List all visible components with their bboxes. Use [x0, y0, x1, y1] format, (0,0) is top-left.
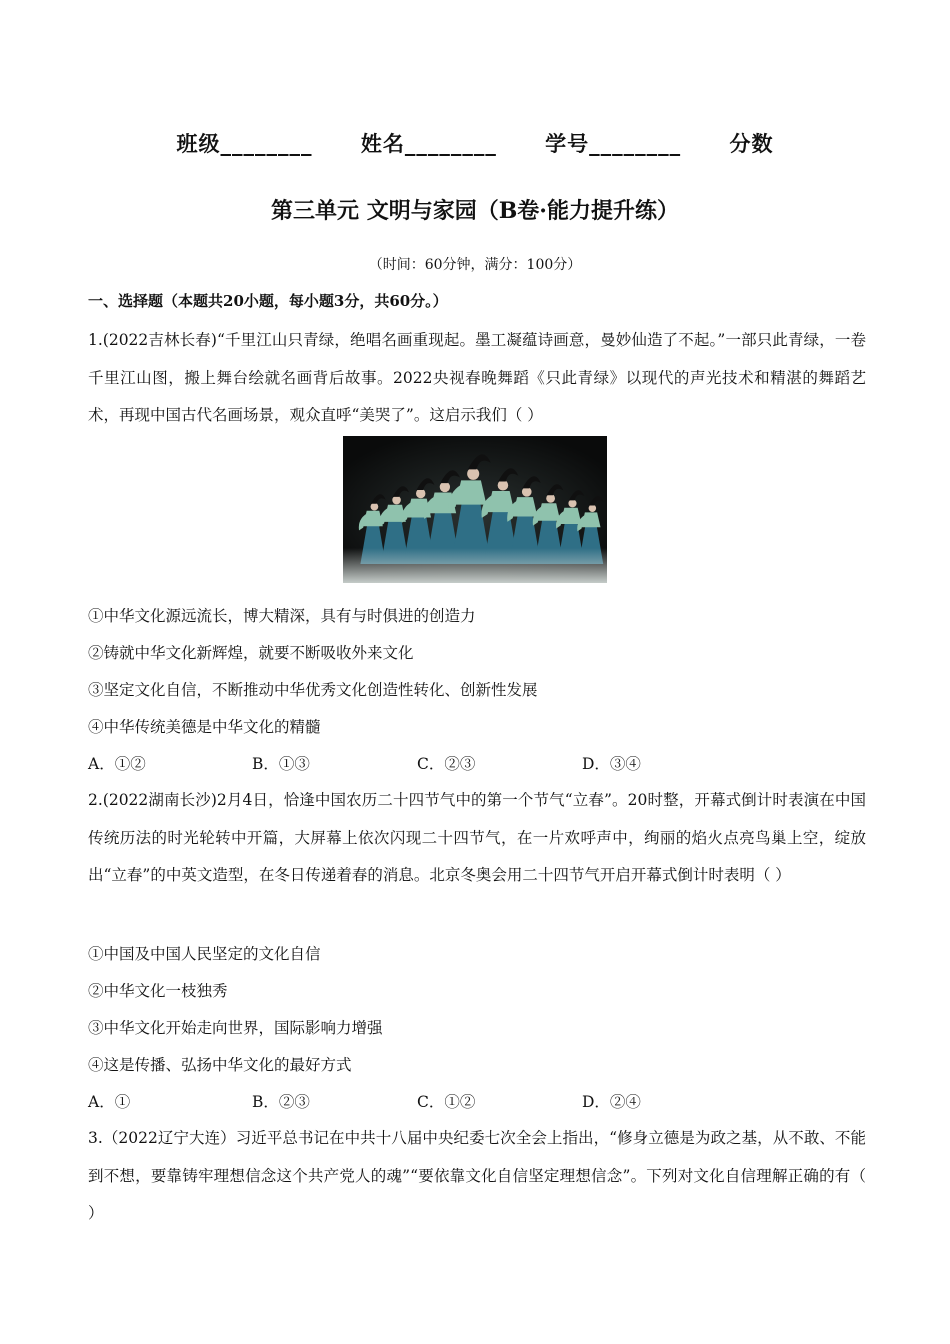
page-subtitle: （时间：60分钟，满分：100分） [368, 257, 582, 273]
q1-choice-d[interactable]: D．③④ [582, 755, 641, 773]
section-heading: 一、选择题（本题共20小题，每小题3分，共60分。） [88, 292, 448, 310]
q2-choice-b[interactable]: B．②③ [252, 1093, 310, 1111]
q1-option-2: ②铸就中华文化新辉煌，就要不断吸收外来文化 [88, 644, 414, 662]
q2-choice-d[interactable]: D．②④ [582, 1093, 641, 1111]
q1-option-3: ③坚定文化自信，不断推动中华优秀文化创造性转化、创新性发展 [88, 681, 538, 699]
q2-option-4: ④这是传播、弘扬中华文化的最好方式 [88, 1056, 352, 1074]
q2-option-1: ①中国及中国人民坚定的文化自信 [88, 945, 321, 963]
question-3-stem: 3.（2022辽宁大连）习近平总书记在中共十八届中央纪委七次全会上指出，“修身立德是为政之基，从不敢、不能到不想，要靠铸牢理想信念这个共产党人的魂”“要依靠文化自信坚定理想信念”。下列对文化自信理解正确的有（ ） [88, 1129, 866, 1222]
student-info-line [0, 128, 950, 158]
question-1-stem: 1.(2022吉林长春)“千里江山只青绿，绝唱名画重现起。墨工凝蕴诗画意，曼妙仙造了不起。”一部只此青绿，一卷千里江山图，搬上舞台绘就名画背后故事。2022央视春晚舞蹈《只此青绿》以现代的声光技术和精湛的舞蹈艺术，再现中国古代名画场景，观众直呼“美哭了”。这启示我们（ ） [88, 331, 866, 424]
q2-option-3: ③中华文化开始走向世界，国际影响力增强 [88, 1019, 383, 1037]
class-field[interactable]: 班级________ [176, 131, 313, 156]
q2-choice-a[interactable]: A．① [88, 1093, 131, 1111]
dance-photo-illustration [343, 436, 607, 583]
q1-choice-a[interactable]: A．①② [88, 755, 146, 773]
q1-option-1: ①中华文化源远流长，博大精深，具有与时俱进的创造力 [88, 607, 476, 625]
dance-photo [343, 436, 607, 583]
q2-option-2: ②中华文化一枝独秀 [88, 982, 228, 1000]
name-field[interactable]: 姓名________ [360, 131, 497, 156]
q2-choices [88, 1090, 788, 1114]
question-2-stem: 2.(2022湖南长沙)2月4日，恰逢中国农历二十四节气中的第一个节气“立春”。20时整，开幕式倒计时表演在中国传统历法的时光轮转中开篇，大屏幕上依次闪现二十四节气，在一片欢呼声中，绚丽的焰火点亮鸟巢上空，绽放出“立春”的中英文造型，在冬日传递着春的消息。北京冬奥会用二十四节气开启开幕式倒计时表明（ ） [88, 791, 866, 884]
page-title: 第三单元 文明与家园（B卷·能力提升练） [271, 198, 679, 224]
q1-choices [88, 752, 788, 776]
q1-option-4: ④中华传统美德是中华文化的精髓 [88, 718, 321, 736]
q1-choice-c[interactable]: C．②③ [417, 755, 476, 773]
score-field: 分数 [729, 131, 774, 156]
q2-choice-c[interactable]: C．①② [417, 1093, 476, 1111]
student-id-field[interactable]: 学号________ [545, 131, 682, 156]
q1-choice-b[interactable]: B．①③ [252, 755, 310, 773]
